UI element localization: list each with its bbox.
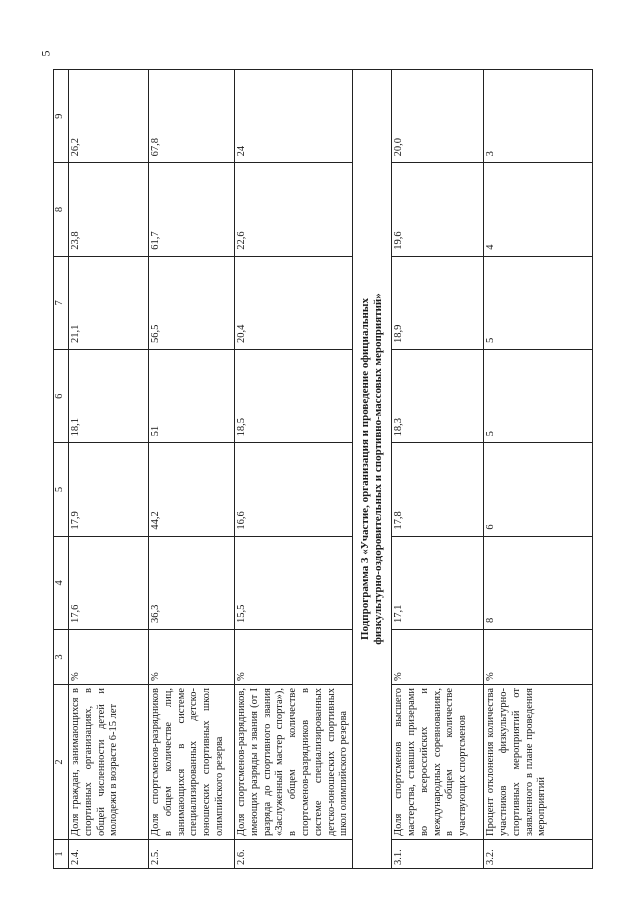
page-number: 5: [38, 50, 53, 57]
row-value-5: 17,9: [69, 443, 149, 536]
row-value-6: 18,3: [392, 350, 484, 443]
row-value-5: 44,2: [149, 443, 235, 536]
row-unit: %: [392, 630, 484, 685]
table-row: [484, 70, 593, 869]
row-value-7: 18,9: [392, 256, 484, 349]
subprogram-title: [353, 70, 392, 869]
row-value-7: 21,1: [69, 256, 149, 349]
row-unit: %: [149, 630, 235, 685]
table-row: [69, 70, 149, 869]
row-value-8: 23,8: [69, 163, 149, 256]
row-value-6: 18,1: [69, 350, 149, 443]
row-value-7: 56,5: [149, 256, 235, 349]
col-header-7: 7: [54, 256, 69, 349]
table-row: [149, 70, 235, 869]
row-indicator-text: Процент отклонения количества участников физкультурно-спортивных мероприятий от заявленного в плане проведения мероприятий: [484, 685, 593, 840]
row-indicator-text: Доля граждан, занимающихся в спортивных организациях, в общей численности детей и молодежи в возрасте 6-15 лет: [69, 685, 149, 840]
row-number: 3.1.: [392, 840, 484, 869]
col-header-4: 4: [54, 536, 69, 629]
subprogram-heading-row: [353, 70, 392, 869]
row-unit: %: [235, 630, 353, 685]
row-value-6: 18,5: [235, 350, 353, 443]
row-indicator-text: Доля спортсменов высшего мастерства, ставших призерами во всероссийских и международных соревнованиях, в общем количестве участвующих спортсменов: [392, 685, 484, 840]
row-value-4: 36,3: [149, 536, 235, 629]
row-number: 3.2.: [484, 840, 593, 869]
row-value-7: 5: [484, 256, 593, 349]
col-header-2: 2: [54, 685, 69, 840]
subprogram-title-line-2: физкультурно-оздоровительных и спортивно-массовых мероприятий»: [372, 293, 385, 645]
col-header-9: 9: [54, 70, 69, 163]
rotated-page-content: [53, 69, 593, 869]
row-value-4: 15,5: [235, 536, 353, 629]
row-value-7: 20,4: [235, 256, 353, 349]
row-value-9: 20,0: [392, 70, 484, 163]
row-value-4: 17,1: [392, 536, 484, 629]
row-value-4: 17,6: [69, 536, 149, 629]
row-indicator-text: Доля спортсменов-разрядников в общем количестве лиц, занимающихся в системе специализированных детско-юношеских спортивных школ олимпийского резерва: [149, 685, 235, 840]
row-value-8: 22,6: [235, 163, 353, 256]
row-value-4: 8: [484, 536, 593, 629]
row-value-8: 4: [484, 163, 593, 256]
table-row: [235, 70, 353, 869]
row-value-6: 51: [149, 350, 235, 443]
row-value-9: 26,2: [69, 70, 149, 163]
row-indicator-text: Доля спортсменов-разрядников, имеющих разряды и звания (от I разряда до спортивного звания «Заслуженный мастер спорта»), в общем количестве спортсменов-разрядников в системе специализированных детско-юношеских спортивных школ олимпийского резерва: [235, 685, 353, 840]
row-value-9: 67,8: [149, 70, 235, 163]
col-header-1: 1: [54, 840, 69, 869]
table-row: [392, 70, 484, 869]
row-value-9: 24: [235, 70, 353, 163]
col-header-6: 6: [54, 350, 69, 443]
row-unit: %: [484, 630, 593, 685]
row-value-5: 6: [484, 443, 593, 536]
subprogram-title-line-1: Подпрограмма 3 «Участие, организация и проведение официальных: [358, 298, 371, 640]
row-value-8: 61,7: [149, 163, 235, 256]
row-value-9: 3: [484, 70, 593, 163]
row-number: 2.5.: [149, 840, 235, 869]
row-value-8: 19,6: [392, 163, 484, 256]
row-unit: %: [69, 630, 149, 685]
indicators-table: [53, 69, 593, 869]
col-header-8: 8: [54, 163, 69, 256]
row-value-5: 16,6: [235, 443, 353, 536]
row-value-6: 5: [484, 350, 593, 443]
row-value-5: 17,8: [392, 443, 484, 536]
col-header-5: 5: [54, 443, 69, 536]
row-number: 2.6.: [235, 840, 353, 869]
row-number: 2.4.: [69, 840, 149, 869]
col-header-3: 3: [54, 630, 69, 685]
table-header-row: [54, 70, 69, 869]
